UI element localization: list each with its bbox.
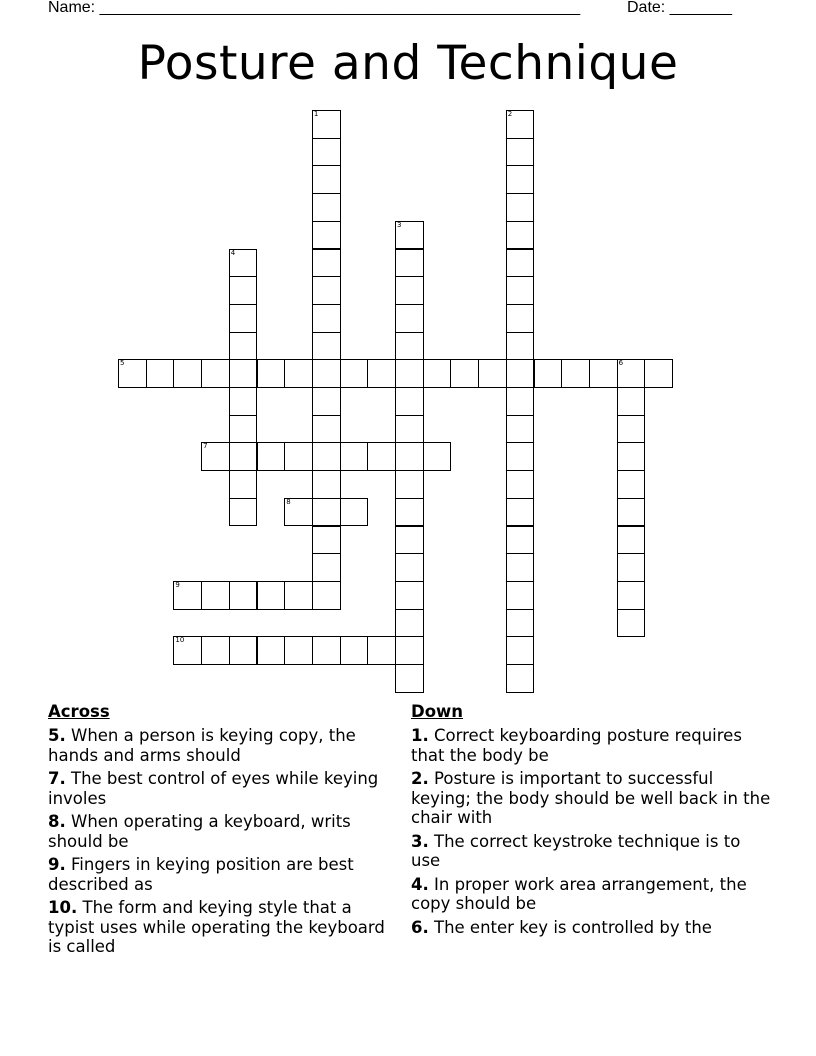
grid-cell[interactable]	[312, 165, 341, 194]
grid-cell[interactable]	[506, 664, 535, 693]
grid-cell[interactable]	[340, 359, 369, 388]
down-clue-1	[411, 726, 771, 765]
grid-cell[interactable]	[229, 442, 258, 471]
grid-cell[interactable]	[395, 304, 424, 333]
clue-number: 10.	[48, 898, 78, 917]
clue-text: Fingers in keying position are best described as	[48, 855, 354, 894]
grid-cell[interactable]	[395, 249, 424, 278]
grid-cell[interactable]	[506, 249, 535, 278]
grid-cell[interactable]	[534, 359, 563, 388]
grid-cell[interactable]	[506, 470, 535, 499]
grid-cell[interactable]	[312, 138, 341, 167]
grid-cell[interactable]	[506, 276, 535, 305]
down-clues	[411, 702, 771, 941]
grid-cell[interactable]	[284, 442, 313, 471]
clue-number: 9.	[48, 855, 66, 874]
clue-number: 6.	[411, 917, 429, 937]
grid-cell[interactable]	[312, 470, 341, 499]
cell-number: 6	[618, 359, 624, 368]
grid-cell[interactable]	[312, 636, 341, 665]
grid-cell[interactable]	[229, 332, 258, 361]
grid-cell[interactable]	[284, 359, 313, 388]
grid-cell[interactable]	[395, 498, 424, 527]
grid-cell[interactable]	[229, 276, 258, 305]
grid-cell[interactable]	[312, 193, 341, 222]
clue-number: 1.	[411, 726, 429, 745]
grid-cell[interactable]	[312, 304, 341, 333]
clue-text: When a person is keying copy, the hands and arms should	[48, 726, 356, 765]
grid-cell[interactable]	[229, 636, 258, 665]
grid-cell[interactable]	[478, 359, 507, 388]
grid-cell[interactable]	[506, 498, 535, 527]
grid-cell[interactable]	[506, 581, 535, 610]
grid-cell[interactable]	[617, 470, 646, 499]
grid-cell[interactable]	[617, 442, 646, 471]
grid-cell[interactable]	[395, 581, 424, 610]
grid-cell[interactable]	[506, 138, 535, 167]
grid-cell[interactable]	[450, 359, 479, 388]
grid-cell[interactable]	[423, 442, 452, 471]
grid-cell[interactable]	[312, 359, 341, 388]
cell-number: 10	[175, 636, 185, 645]
grid-cell[interactable]	[617, 415, 646, 444]
down-clue-3	[411, 832, 771, 871]
grid-cell[interactable]	[312, 332, 341, 361]
down-clue-6	[411, 918, 771, 938]
across-clue-9	[48, 855, 388, 894]
name-field-label[interactable]: Name: ______________________________________________________	[48, 0, 581, 16]
grid-cell[interactable]	[312, 276, 341, 305]
grid-cell[interactable]	[312, 581, 341, 610]
grid-cell[interactable]	[367, 359, 396, 388]
grid-cell[interactable]	[229, 387, 258, 416]
across-heading: Across	[48, 702, 110, 721]
grid-cell[interactable]	[340, 442, 369, 471]
grid-cell[interactable]	[395, 332, 424, 361]
grid-cell[interactable]	[617, 498, 646, 527]
grid-cell[interactable]	[312, 110, 341, 139]
clue-number: 2.	[411, 769, 429, 788]
grid-cell[interactable]	[257, 636, 286, 665]
header	[48, 0, 748, 20]
grid-cell[interactable]	[395, 415, 424, 444]
grid-cell[interactable]	[617, 553, 646, 582]
grid-cell[interactable]	[617, 609, 646, 638]
grid-cell[interactable]	[146, 359, 175, 388]
grid-cell[interactable]	[561, 359, 590, 388]
across-clue-5	[48, 726, 388, 765]
grid-cell[interactable]	[312, 387, 341, 416]
grid-cell[interactable]	[201, 359, 230, 388]
cell-number: 2	[507, 110, 513, 118]
grid-cell[interactable]	[506, 387, 535, 416]
grid-cell[interactable]	[506, 526, 535, 555]
clue-number: 8.	[48, 812, 66, 831]
grid-cell[interactable]	[395, 636, 424, 665]
grid-cell[interactable]	[312, 415, 341, 444]
cell-number: 3	[397, 220, 402, 229]
grid-cell[interactable]	[173, 581, 202, 610]
grid-cell[interactable]	[173, 359, 202, 388]
grid-cell[interactable]	[617, 526, 646, 555]
grid-cell[interactable]	[395, 470, 424, 499]
grid-cell[interactable]	[312, 498, 341, 527]
grid-cell[interactable]	[312, 442, 341, 471]
grid-cell[interactable]	[506, 609, 535, 638]
grid-cell[interactable]	[506, 110, 535, 139]
grid-cell[interactable]	[617, 359, 646, 388]
clue-text: In proper work area arrangement, the copy should be	[411, 874, 747, 913]
grid-cell[interactable]	[506, 442, 535, 471]
clue-number: 4.	[411, 874, 429, 894]
grid-cell[interactable]	[367, 442, 396, 471]
grid-cell[interactable]	[340, 498, 369, 527]
clue-number: 5.	[48, 726, 66, 745]
cell-number: 8	[286, 497, 291, 506]
grid-cell[interactable]	[395, 276, 424, 305]
grid-cell[interactable]	[201, 581, 230, 610]
grid-cell[interactable]	[395, 526, 424, 555]
grid-cell[interactable]	[284, 498, 313, 527]
across-clue-10	[48, 898, 388, 957]
grid-cell[interactable]	[312, 249, 341, 278]
down-clue-4	[411, 875, 771, 914]
grid-cell[interactable]	[201, 636, 230, 665]
cell-number: 7	[203, 442, 208, 451]
grid-cell[interactable]	[395, 359, 424, 388]
grid-cell[interactable]	[229, 359, 258, 388]
grid-cell[interactable]	[506, 193, 535, 222]
across-clues	[48, 702, 388, 961]
grid-cell[interactable]	[173, 636, 202, 665]
grid-cell[interactable]	[229, 415, 258, 444]
grid-cell[interactable]	[229, 581, 258, 610]
clue-text: The form and keying style that a typist uses while operating the keyboard is called	[48, 898, 385, 956]
grid-cell[interactable]	[229, 470, 258, 499]
down-clue-2	[411, 769, 771, 828]
clue-text: Posture is important to successful keying; the body should be well back in the chair with	[411, 769, 771, 827]
grid-cell[interactable]	[367, 636, 396, 665]
clue-text: The best control of eyes while keying involes	[48, 769, 379, 808]
grid-cell[interactable]	[395, 609, 424, 638]
grid-cell[interactable]	[312, 221, 341, 250]
clue-text: The correct keystroke technique is to use	[411, 831, 741, 870]
grid-cell[interactable]	[506, 332, 535, 361]
grid-cell[interactable]	[340, 636, 369, 665]
grid-cell[interactable]	[395, 221, 424, 250]
grid-cell[interactable]	[312, 553, 341, 582]
grid-cell[interactable]	[229, 304, 258, 333]
grid-cell[interactable]	[506, 636, 535, 665]
clue-number: 3.	[411, 831, 429, 851]
page-title: Posture and Technique	[137, 36, 679, 91]
clue-text: When operating a keyboard, writs should be	[48, 812, 351, 851]
grid-cell[interactable]	[506, 304, 535, 333]
grid-cell[interactable]	[257, 359, 286, 388]
cell-number: 9	[175, 580, 180, 589]
grid-cell[interactable]	[118, 359, 147, 388]
grid-cell[interactable]	[395, 553, 424, 582]
grid-cell[interactable]	[506, 165, 535, 194]
grid-cell[interactable]	[506, 415, 535, 444]
grid-cell[interactable]	[229, 249, 258, 278]
grid-cell[interactable]	[257, 581, 286, 610]
across-clue-7	[48, 769, 388, 808]
grid-cell[interactable]	[617, 581, 646, 610]
grid-cell[interactable]	[589, 359, 618, 388]
grid-cell[interactable]	[229, 498, 258, 527]
grid-cell[interactable]	[644, 359, 673, 388]
date-field-label[interactable]: Date: _______	[627, 0, 732, 16]
grid-cell[interactable]	[257, 442, 286, 471]
cell-number: 1	[313, 110, 319, 118]
clue-text: Correct keyboarding posture requires that the body be	[411, 726, 742, 765]
grid-cell[interactable]	[284, 636, 313, 665]
grid-cell[interactable]	[201, 442, 230, 471]
grid-cell[interactable]	[617, 387, 646, 416]
down-heading: Down	[411, 702, 464, 721]
grid-cell[interactable]	[395, 664, 424, 693]
cell-number: 5	[120, 359, 125, 368]
grid-cell[interactable]	[395, 387, 424, 416]
grid-cell[interactable]	[423, 359, 452, 388]
grid-cell[interactable]	[506, 359, 535, 388]
grid-cell[interactable]	[284, 581, 313, 610]
clue-text: The enter key is controlled by the	[434, 917, 712, 937]
cell-number: 4	[230, 248, 236, 257]
grid-cell[interactable]	[312, 526, 341, 555]
grid-cell[interactable]	[506, 221, 535, 250]
across-clue-8	[48, 812, 388, 851]
grid-cell[interactable]	[506, 553, 535, 582]
clue-number: 7.	[48, 769, 66, 788]
grid-cell[interactable]	[395, 442, 424, 471]
